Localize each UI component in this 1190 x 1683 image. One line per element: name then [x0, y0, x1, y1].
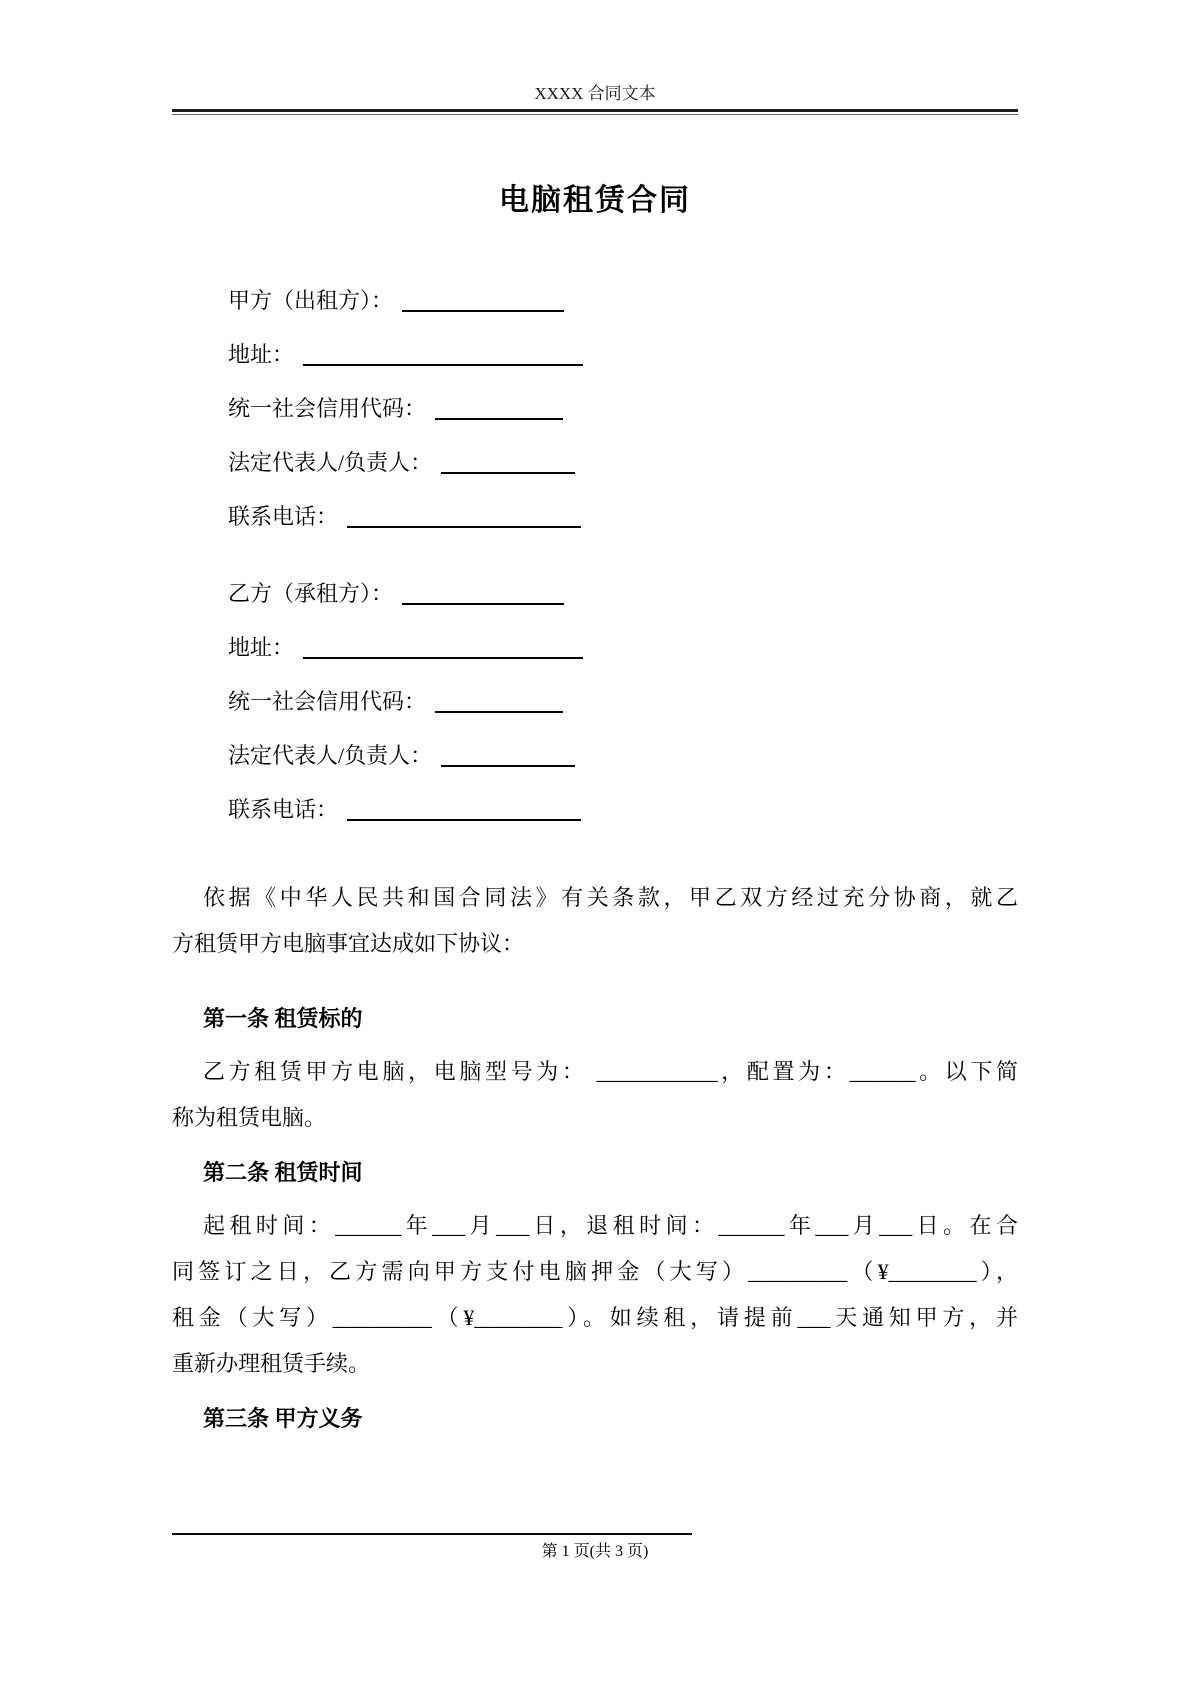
section-1-body — [172, 1049, 1018, 1141]
section-2-body — [172, 1203, 1018, 1387]
blank-line — [402, 288, 564, 312]
party-b-legal-rep-label: 法定代表人/负责人： — [228, 743, 433, 768]
party-a-legal-rep-row — [172, 447, 1018, 479]
party-b-credit-code-label: 统一社会信用代码： — [228, 689, 427, 714]
party-b-name-row — [172, 578, 1018, 610]
blank-line — [347, 504, 581, 528]
page-number: 第 1 页(共 3 页) — [541, 1543, 649, 1560]
party-b-address-label: 地址： — [228, 635, 295, 660]
blank-line — [441, 743, 575, 767]
blank-line — [303, 635, 583, 659]
blank-line — [435, 689, 563, 713]
section-1-heading: 第一条 租赁标的 — [203, 1006, 363, 1031]
section-2-heading: 第二条 租赁时间 — [203, 1160, 363, 1185]
section-3-heading: 第三条 甲方义务 — [203, 1406, 363, 1431]
intro-line: 依据《中华人民共和国合同法》有关条款，甲乙双方经过充分协商，就乙 — [203, 885, 1018, 910]
party-a-legal-rep-label: 法定代表人/负责人： — [228, 450, 433, 475]
party-b-phone-label: 联系电话： — [228, 797, 339, 822]
intro-line: 方租赁甲方电脑事宜达成如下协议： — [172, 931, 525, 956]
header-title: XXXX 合同文本 — [534, 84, 656, 103]
party-fields — [172, 285, 1018, 826]
section-2-line: 重新办理租赁手续。 — [172, 1351, 371, 1376]
footer-rule — [172, 1533, 692, 1535]
header-rule — [172, 109, 1018, 115]
party-a-phone-row — [172, 501, 1018, 533]
document-title: 电脑租赁合同 — [499, 184, 691, 217]
page-footer — [172, 1533, 1018, 1562]
party-a-credit-code-row — [172, 393, 1018, 425]
section-1-line: 乙方租赁甲方电脑，电脑型号为： ___________，配置为：______。以下简 — [203, 1059, 1018, 1084]
party-a-credit-code-label: 统一社会信用代码： — [228, 396, 427, 421]
blank-line — [347, 797, 581, 821]
party-b-address-row — [172, 632, 1018, 664]
page-header — [172, 0, 1018, 115]
party-a-address-label: 地址： — [228, 342, 295, 367]
section-2-line: 同签订之日，乙方需向甲方支付电脑押金（大写）_________（¥________）， — [172, 1259, 1018, 1284]
section-2-line: 租金（大写）_________（¥________）。如续租，请提前___天通知甲方，并 — [172, 1305, 1018, 1330]
party-a-phone-label: 联系电话： — [228, 504, 339, 529]
party-b-phone-row — [172, 794, 1018, 826]
party-a-address-row — [172, 339, 1018, 371]
blank-line — [435, 396, 563, 420]
blank-line — [303, 342, 583, 366]
intro-paragraph — [172, 875, 1018, 967]
section-1-line: 称为租赁电脑。 — [172, 1105, 327, 1130]
party-a-name-label: 甲方（出租方）： — [228, 288, 394, 313]
party-b-credit-code-row — [172, 686, 1018, 718]
blank-line — [441, 450, 575, 474]
section-2-line: 起租时间：______年___月___日，退租时间：______年___月___日。在合 — [203, 1213, 1018, 1238]
blank-line — [402, 581, 564, 605]
party-b-name-label: 乙方（承租方）： — [228, 581, 394, 606]
party-a-name-row — [172, 285, 1018, 317]
party-b-legal-rep-row — [172, 740, 1018, 772]
